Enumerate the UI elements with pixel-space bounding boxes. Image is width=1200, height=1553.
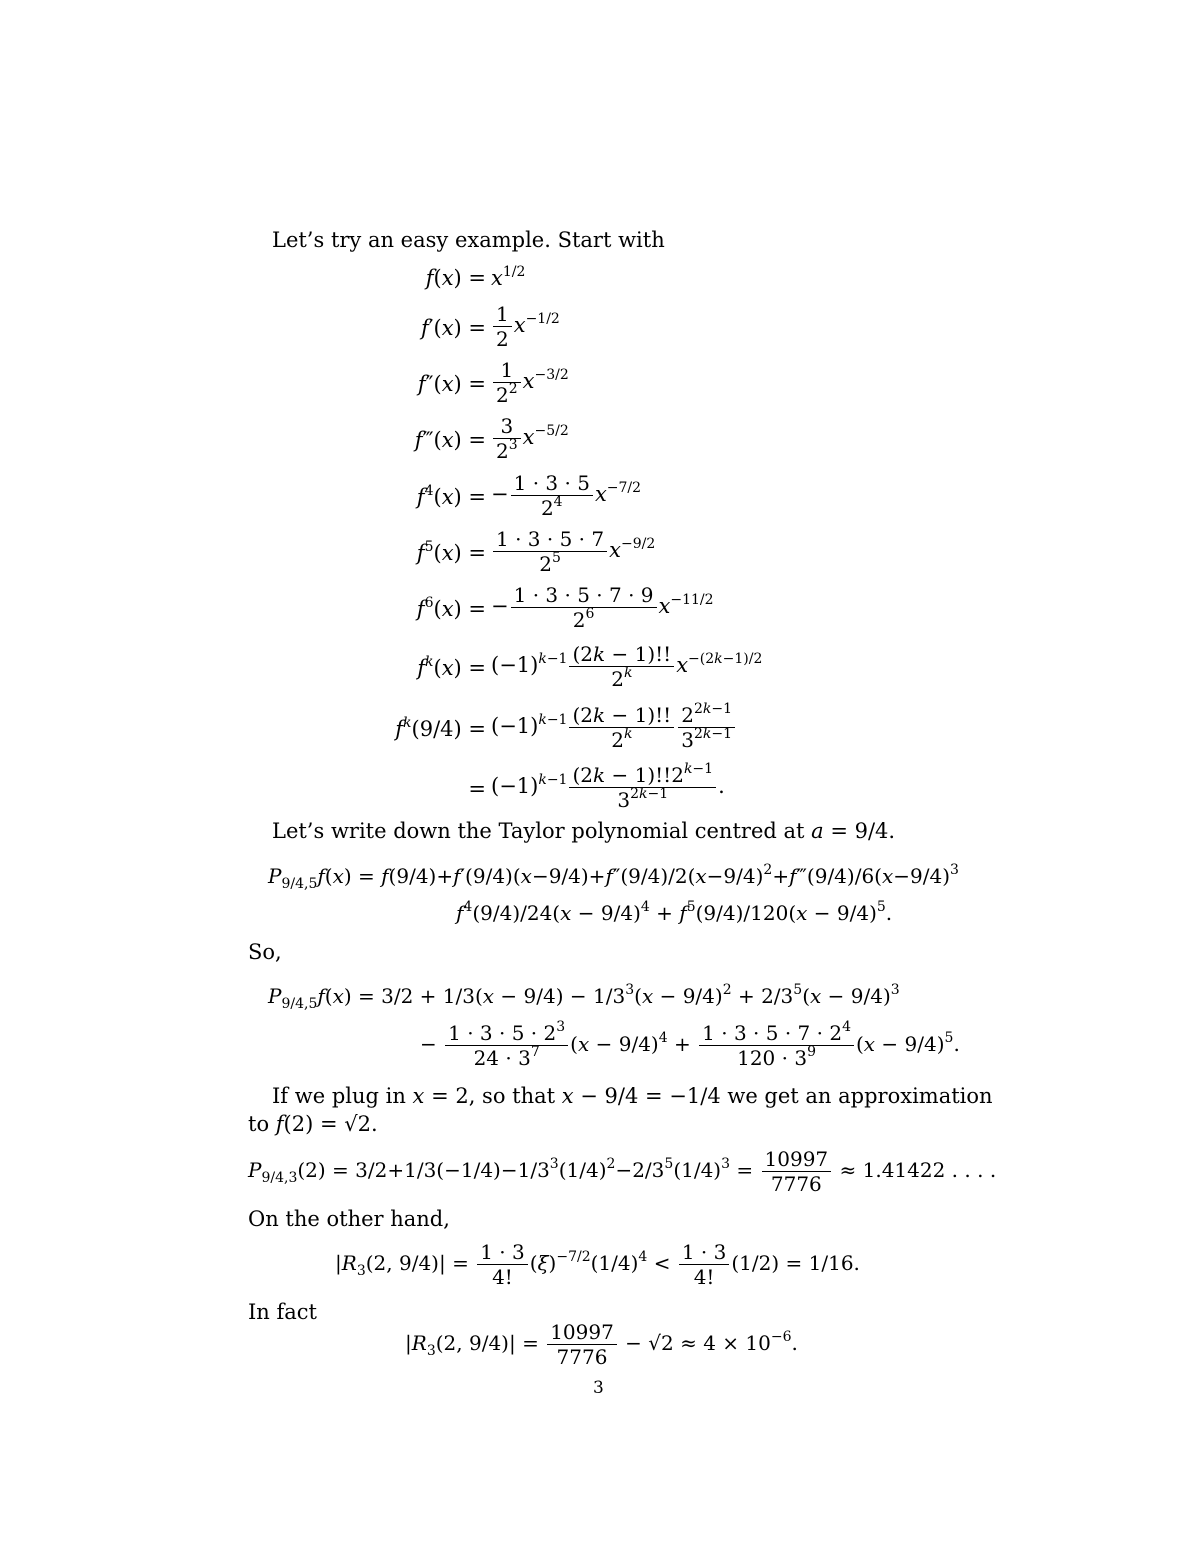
deriv-2-rhs: $\frac{1}{2^2}$ $x^{-3/2}$ bbox=[491, 358, 569, 407]
deriv-1-lhs: f′(x) = bbox=[420, 316, 486, 340]
deriv-k-rhs: $(-1)^{k-1}$ $\frac{(2k - 1)!!}{2^k}$ $x^{-(2k-1)/2}$ bbox=[491, 642, 763, 691]
deriv-3-rhs: $\frac{3}{2^3}$ $x^{-5/2}$ bbox=[491, 414, 569, 463]
so-text: So, bbox=[248, 940, 282, 964]
deriv-6-lhs: $f^6(x)$ = bbox=[416, 595, 486, 621]
intro-text: Let’s try an easy example. Start with bbox=[272, 228, 665, 252]
deriv-5-rhs: $\frac{1 \cdot 3 \cdot 5 \cdot 7}{2^5}$ $x^{-9/2}$ bbox=[491, 527, 655, 576]
poly-line-1: $P_{9/4,5}f(x) = 3/2 + 1/3(x - 9/4) - 1/3^3(x - 9/4)^2 + 2/3^5(x - 9/4)^3$ bbox=[268, 982, 900, 1012]
deriv-4-lhs: $f^4(x)$ = bbox=[416, 483, 486, 509]
approx-line: $P_{9/4,3}(2) = 3/2+1/3(-1/4)-1/3^3(1/4)^2-2/3^5(1/4)^3$ = $\frac{10997}{7776}$ ≈ 1.41422 . . . . bbox=[248, 1147, 997, 1196]
deriv-k-lhs: $f^k(x)$ = bbox=[417, 654, 486, 680]
deriv-0-lhs: f(x) = bbox=[425, 266, 486, 290]
taylor-line-1: $P_{9/4,5}f(x)$ = $f(9/4)+f'(9/4)(x-9/4)+f''(9/4)/2(x-9/4)^2+f‴(9/4)/6(x-9/4)^3$ bbox=[268, 862, 959, 892]
other-hand-text: On the other hand, bbox=[248, 1207, 450, 1231]
page-number: 3 bbox=[593, 1378, 604, 1398]
bound-line: $|R_3(2$, 9/4)| = $\frac{1 \cdot 3}{4!}$ $(\xi)^{-7/2}(1/4)^4$ < $\frac{1 \cdot 3}{4!}$ (1/2) = 1/16. bbox=[335, 1240, 860, 1289]
taylor-intro: Let’s write down the Taylor polynomial centred at a = 9/4. bbox=[272, 819, 896, 843]
deriv-6-rhs: − $\frac{1 \cdot 3 \cdot 5 \cdot 7 \cdot 9}{2^6}$ $x^{-11/2}$ bbox=[491, 583, 714, 632]
deriv-2-lhs: f″(x) = bbox=[417, 372, 486, 396]
deriv-1-rhs: $\frac{1}{2}$ $x^{-1/2}$ bbox=[491, 302, 560, 351]
deriv-k94-simplified-rhs: $(-1)^{k-1}$ $\frac{(2k - 1)!!2^{k-1}}{3^{2k-1}}$ . bbox=[491, 761, 725, 812]
deriv-0-rhs: $x^{1/2}$ bbox=[491, 264, 526, 290]
deriv-3-lhs: f‴(x) = bbox=[414, 428, 486, 452]
deriv-4-rhs: − $\frac{1 \cdot 3 \cdot 5}{2^4}$ $x^{-7/2}$ bbox=[491, 471, 642, 520]
in-fact-text: In fact bbox=[248, 1300, 317, 1324]
plug-line-2: to f(2) = √2. bbox=[248, 1112, 378, 1136]
deriv-k94-simplified-lhs: = bbox=[468, 777, 486, 801]
taylor-line-2: $f^4(9/4)/24(x - 9/4)^4 + f^5(9/4)/120(x - 9/4)^5$. bbox=[456, 899, 893, 925]
actual-line: $|R_3(2$, 9/4)| = $\frac{10997}{7776}$ − $√2 \approx 4 \times 10^{-6}$. bbox=[405, 1320, 798, 1369]
deriv-k94-rhs: $(-1)^{k-1}$ $\frac{(2k - 1)!!}{2^k}$ $\frac{2^{2k-1}}{3^{2k-1}}$ bbox=[491, 703, 737, 752]
deriv-5-lhs: $f^5(x)$ = bbox=[416, 539, 486, 565]
deriv-k94-lhs: $f^k(9/4)$ = bbox=[395, 715, 486, 741]
plug-line-1: If we plug in x = 2, so that x − 9/4 = −1/4 we get an approximation bbox=[272, 1084, 993, 1108]
poly-line-2: − $\frac{1 \cdot 3 \cdot 5 \cdot 2^3}{24 \cdot 3^7}$ $(x - 9/4)^4$ + $\frac{1 \cdot 3 \cdot 5 \cdot 7 \cdot 2^4}{120 \cdot 3^9}$ $(x - 9/4)^5$. bbox=[420, 1019, 960, 1070]
